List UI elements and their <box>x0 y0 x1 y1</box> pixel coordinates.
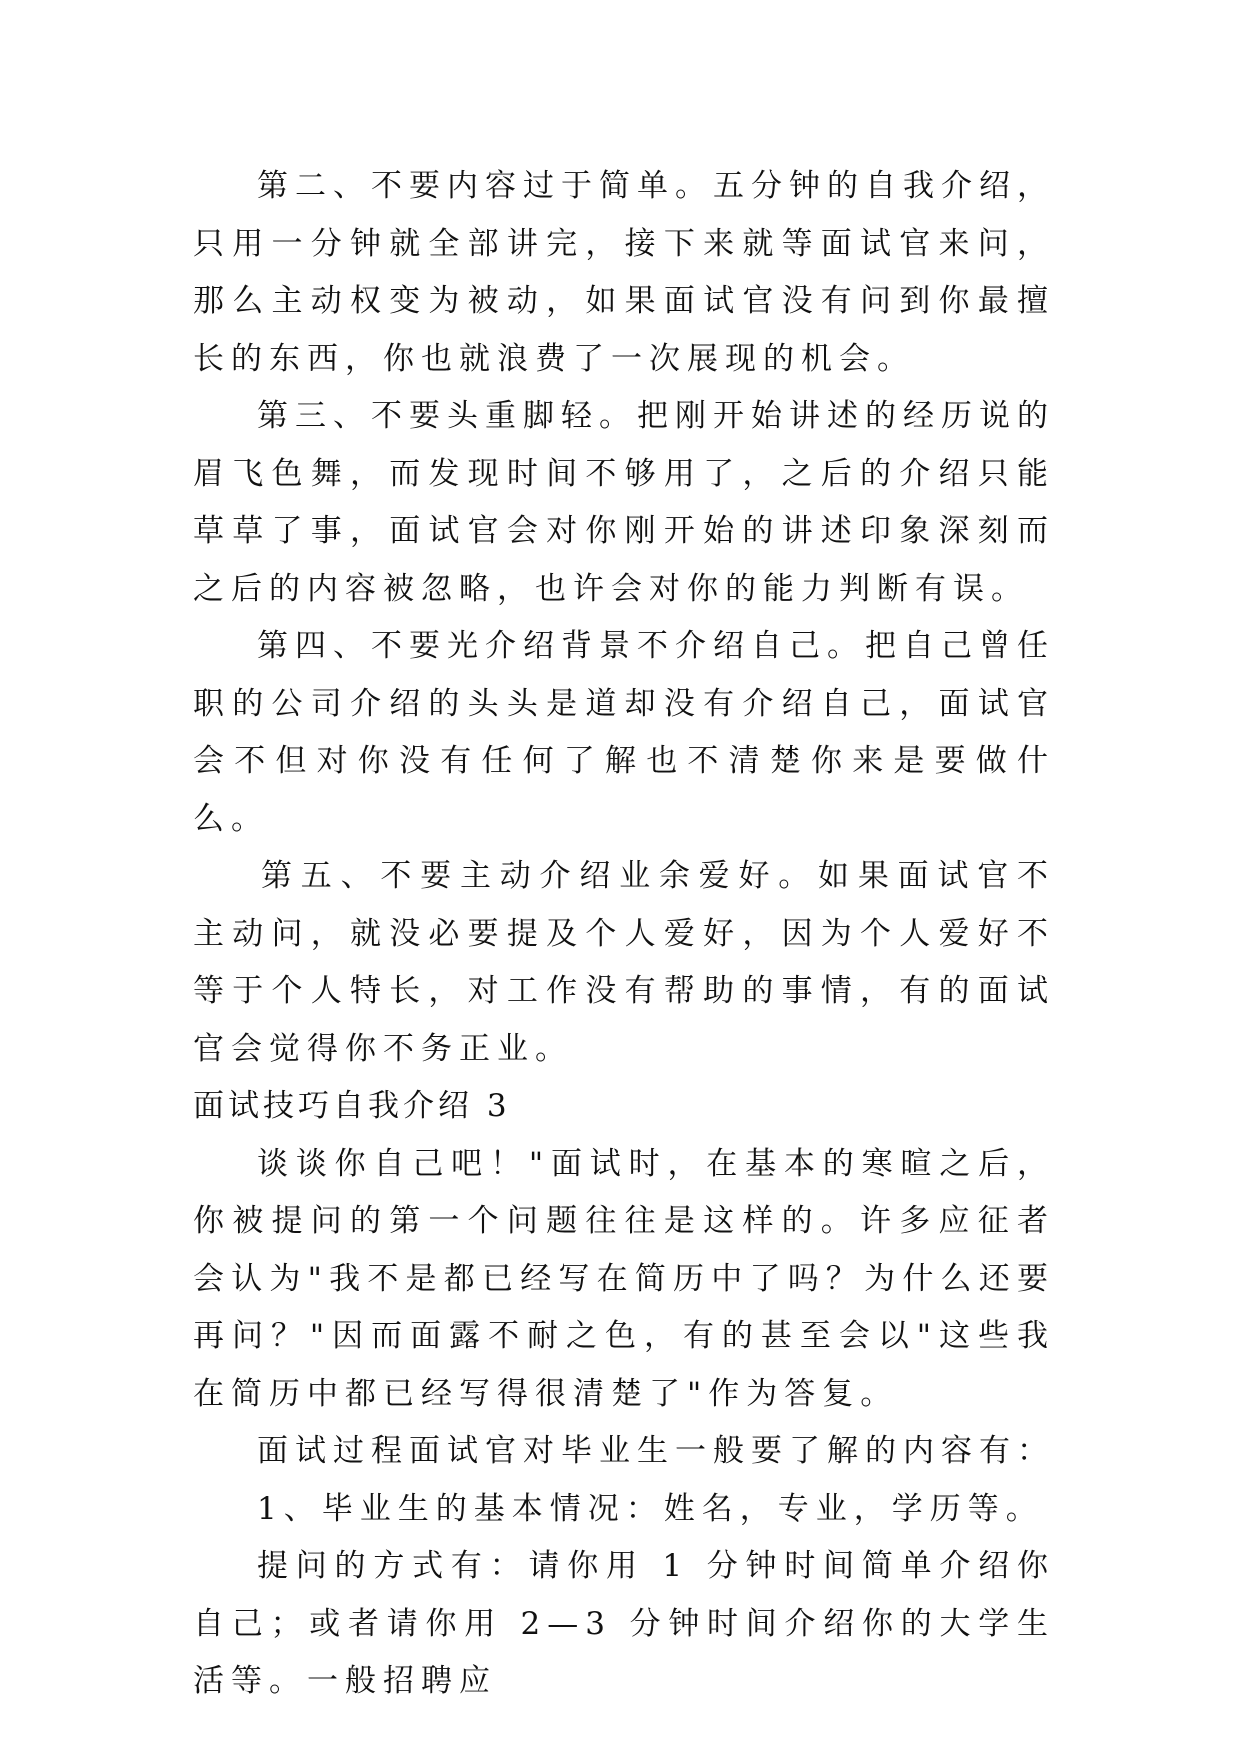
paragraph-point-5: 第五、不要主动介绍业余爱好。如果面试官不主动问，就没必要提及个人爱好，因为个人爱好不等于个人特长，对工作没有帮助的事情，有的面试官会觉得你不务正业。 <box>193 858 1055 1067</box>
paragraph-point-2: 第二、不要内容过于简单。五分钟的自我介绍，只用一分钟就全部讲完，接下来就等面试官来问，那么主动权变为被动，如果面试官没有问到你最擅长的东西，你也就浪费了一次展现的机会。 <box>193 168 1055 377</box>
paragraph-point-3: 第三、不要头重脚轻。把刚开始讲述的经历说的眉飞色舞，而发现时间不够用了，之后的介绍只能草草了事，面试官会对你刚开始的讲述印象深刻而之后的内容被忽略，也许会对你的能力判断有误。 <box>193 398 1055 607</box>
section-heading: 面试技巧自我介绍 3 <box>193 1088 511 1124</box>
paragraph-basic-info: 1、毕业生的基本情况：姓名，专业，学历等。 <box>257 1490 1044 1527</box>
paragraph-interview-content: 面试过程面试官对毕业生一般要了解的内容有： <box>257 1433 1055 1469</box>
paragraph-question-methods: 提问的方式有：请你用 1 分钟时间简单介绍你自己；或者请你用 2—3 分钟时间介绍你的大学生活等。一般招聘应 <box>193 1548 1055 1699</box>
paragraph-intro-question: 谈谈你自己吧！"面试时，在基本的寒暄之后，你被提问的第一个问题往往是这样的。许多应征者会认为"我不是都已经写在简历中了吗？为什么还要再问？"因而面露不耐之色，有的甚至会以"这些我在简历中都已经写得很清楚了"作为答复。 <box>193 1145 1055 1412</box>
document-body <box>193 158 1055 1711</box>
paragraph-point-4: 第四、不要光介绍背景不介绍自己。把自己曾任职的公司介绍的头头是道却没有介绍自己，面试官会不但对你没有任何了解也不清楚你来是要做什么。 <box>193 628 1055 837</box>
